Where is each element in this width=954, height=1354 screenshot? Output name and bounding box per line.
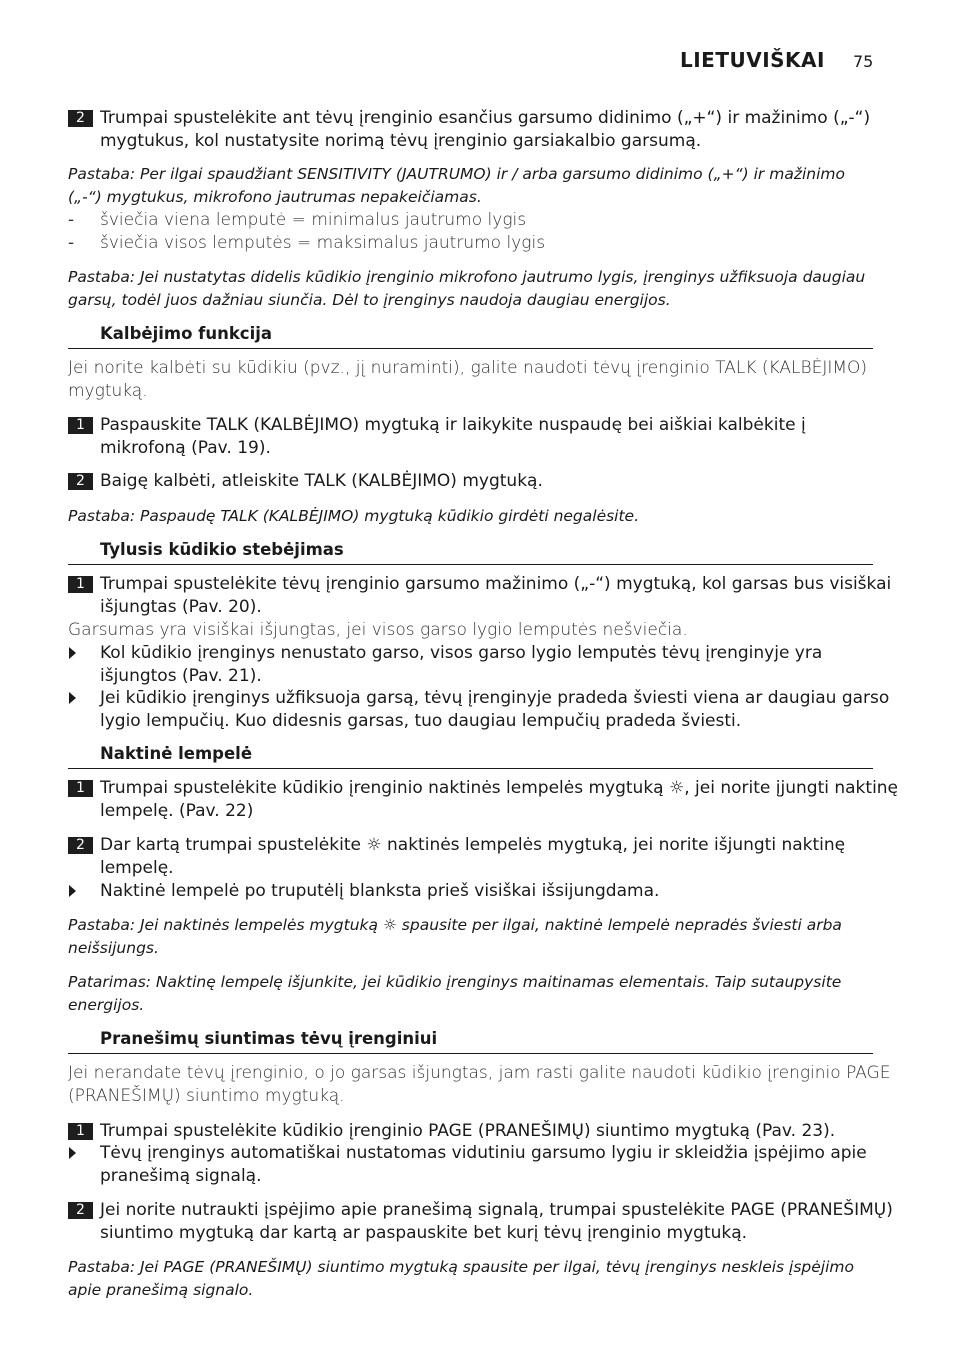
step-text: Paspauskite TALK (KALBĖJIMO) mygtuką ir laikykite nuspaudę bei aiškiai kalbėkite į <box>100 415 806 435</box>
section-divider <box>68 564 873 565</box>
dash-marker: - <box>68 210 75 230</box>
bullet-text: išjungtos (Pav. 21). <box>100 666 262 686</box>
step-text-part: Trumpai spustelėkite kūdikio įrenginio naktinės lempelės mygtuką <box>100 778 664 798</box>
bullet-text: Naktinė lempelė po truputėlį blanksta prieš visiškai išsijungdama. <box>100 881 660 901</box>
page-number: 75 <box>853 52 874 71</box>
step-text: mikrofoną (Pav. 19). <box>100 438 271 458</box>
bullet-text: Kol kūdikio įrenginys nenustato garso, visos garso lygio lemputės tėvų įrenginyje yra <box>100 643 823 663</box>
note: garsų, todėl juos dažniau siunčia. Dėl to įrenginys naudoja daugiau energijos. <box>68 291 671 309</box>
list-item: šviečia viena lemputė = minimalus jautrumo lygis <box>100 210 527 230</box>
note: Pastaba: Jei nustatytas didelis kūdikio įrenginio mikrofono jautrumo lygis, įrenginys užfiksuoja daugiau <box>68 268 866 286</box>
step-number: 1 <box>68 1123 93 1140</box>
step-text: Trumpai spustelėkite kūdikio įrenginio PAGE (PRANEŠIMŲ) siuntimo mygtuką (Pav. 23). <box>100 1121 836 1141</box>
section-divider <box>68 1053 873 1054</box>
step-number: 2 <box>68 837 93 854</box>
step-number: 1 <box>68 417 93 434</box>
step-text-part: , jei norite įjungti naktinę <box>684 778 899 798</box>
paragraph: Garsumas yra visiškai išjungtas, jei visos garso lygio lemputės nešviečia. <box>68 620 688 640</box>
section-divider <box>68 768 873 769</box>
step-text: Jei norite nutraukti įspėjimo apie pranešimą signalą, trumpai spustelėkite PAGE (PRANEŠIMŲ) <box>100 1200 893 1220</box>
page-language-heading: LIETUVIŠKAI <box>680 48 825 72</box>
bullet-text: Tėvų įrenginys automatiškai nustatomas vidutiniu garsumo lygiu ir skleidžia įspėjimo apie <box>100 1143 867 1163</box>
step-text: lempelę. (Pav. 22) <box>100 801 254 821</box>
step-text: Trumpai spustelėkite ant tėvų įrenginio esančius garsumo didinimo („+“) ir mažinimo („-“) <box>100 108 871 128</box>
step-text <box>100 777 898 800</box>
section-heading: Tylusis kūdikio stebėjimas <box>100 540 344 559</box>
bullet-marker <box>69 885 76 897</box>
section-divider <box>68 348 873 349</box>
step-text: mygtukus, kol nustatysite norimą tėvų įrenginio garsiakalbio garsumą. <box>100 131 702 151</box>
paragraph: Jei nerandate tėvų įrenginio, o jo garsas išjungtas, jam rasti galite naudoti kūdikio įrenginio PAGE <box>68 1063 891 1083</box>
step-text-part: Dar kartą trumpai spustelėkite <box>100 835 361 855</box>
step-text: išjungtas (Pav. 20). <box>100 597 262 617</box>
section-heading: Kalbėjimo funkcija <box>100 324 273 343</box>
step-text: lempelę. <box>100 858 174 878</box>
note-part: spausite per ilgai, naktinė lempelė nepradės šviesti arba <box>401 916 842 934</box>
note: Pastaba: Paspaudę TALK (KALBĖJIMO) mygtuką kūdikio girdėti negalėsite. <box>68 507 640 525</box>
paragraph: Jei norite kalbėti su kūdikiu (pvz., jį nuraminti), galite naudoti tėvų įrenginio TALK (KALBĖJIMO) <box>68 358 868 378</box>
note: („-“) mygtukus, mikrofono jautrumas nepakeičiamas. <box>68 188 482 206</box>
step-text: siuntimo mygtuką dar kartą ar paspauskite bet kurį tėvų įrenginio mygtuką. <box>100 1223 748 1243</box>
step-number: 1 <box>68 576 93 593</box>
section-heading: Pranešimų siuntimas tėvų įrenginiui <box>100 1029 438 1048</box>
bullet-text: Jei kūdikio įrenginys užfiksuoja garsą, tėvų įrenginyje pradeda šviesti viena ar daugiau garso <box>100 688 890 708</box>
step-text-part: naktinės lempelės mygtuką, jei norite išjungti naktinę <box>387 835 846 855</box>
bullet-text: pranešimą signalą. <box>100 1166 262 1186</box>
night-light-icon: ☼ <box>669 778 685 798</box>
list-item: šviečia visos lemputės = maksimalus jautrumo lygis <box>100 233 546 253</box>
dash-marker: - <box>68 233 75 253</box>
night-light-icon: ☼ <box>366 835 382 855</box>
step-text <box>100 834 845 857</box>
step-number: 2 <box>68 1202 93 1219</box>
section-heading: Naktinė lempelė <box>100 744 253 763</box>
bullet-marker <box>69 692 76 704</box>
bullet-marker <box>69 647 76 659</box>
note: Pastaba: Per ilgai spaudžiant SENSITIVITY (JAUTRUMO) ir / arba garsumo didinimo („+“) ir mažinimo <box>68 165 845 183</box>
step-number: 2 <box>68 110 93 127</box>
note: Pastaba: Jei PAGE (PRANEŠIMŲ) siuntimo mygtuką spausite per ilgai, tėvų įrenginys neskleis įspėjimo <box>68 1258 855 1276</box>
step-number: 1 <box>68 780 93 797</box>
paragraph: (PRANEŠIMŲ) siuntimo mygtuką. <box>68 1086 345 1106</box>
step-text: Trumpai spustelėkite tėvų įrenginio garsumo mažinimo („-“) mygtuką, kol garsas bus visiškai <box>100 574 892 594</box>
bullet-text: lygio lempučių. Kuo didesnis garsas, tuo daugiau lempučių pradeda šviesti. <box>100 711 742 731</box>
paragraph: mygtuką. <box>68 381 148 401</box>
night-light-icon: ☼ <box>382 916 397 934</box>
tip: energijos. <box>68 996 145 1014</box>
step-number: 2 <box>68 473 93 490</box>
note: neišsijungs. <box>68 939 159 957</box>
bullet-marker <box>69 1147 76 1159</box>
step-text: Baigę kalbėti, atleiskite TALK (KALBĖJIMO) mygtuką. <box>100 471 543 491</box>
note: apie pranešimą signalo. <box>68 1281 254 1299</box>
tip: Patarimas: Naktinę lempelę išjunkite, jei kūdikio įrenginys maitinamas elementais. Taip sutaupysite <box>68 973 842 991</box>
note-part: Pastaba: Jei naktinės lempelės mygtuką <box>68 916 379 934</box>
note <box>68 914 842 937</box>
